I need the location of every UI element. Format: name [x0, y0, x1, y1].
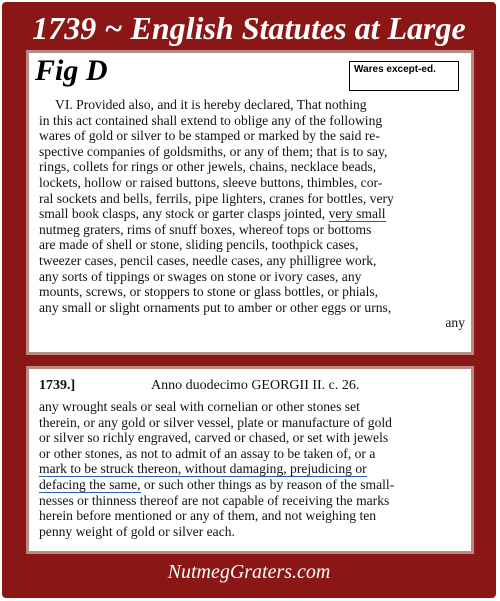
statute-excerpt-panel — [26, 50, 474, 355]
text-line: small book clasps, any stock or garter clasps jointed, very small — [39, 206, 386, 222]
text-line: any small or slight ornaments put to amber or other eggs or urns, — [39, 299, 392, 315]
statute-text — [39, 97, 465, 331]
highlight-very-small: very small — [328, 206, 386, 222]
text-line: VI. Provided also, and it is hereby declared, That nothing — [55, 97, 367, 112]
page-frame — [2, 2, 496, 598]
text-line: spective companies of goldsmiths, or any of them; that is to say, — [39, 143, 388, 159]
text-line — [39, 446, 465, 462]
text-line: ral sockets and bells, ferrils, pipe lighters, cranes for bottles, very — [39, 190, 394, 206]
text-line: nesses or thinness thereof are not capable of receiving the marks — [39, 492, 390, 508]
running-head — [39, 377, 465, 395]
text-line: mounts, screws, or stoppers to stone or glass bottles, or phials, — [39, 284, 379, 300]
statute-text-continued — [39, 399, 465, 539]
text-fragment: or a — [351, 445, 376, 461]
text-line: any wrought seals or seal with cornelian or other stones set — [39, 399, 360, 414]
text-line: nutmeg graters, rims of snuff boxes, whereof tops or bottoms — [39, 221, 372, 237]
text-line: in this act contained shall extend to oblige any of the following — [39, 112, 383, 128]
statute-continuation-panel — [26, 366, 474, 554]
catchword: any — [445, 315, 465, 331]
text-line: rings, collets for rings or other jewels, chains, necklace beads, — [39, 159, 377, 175]
figure-label: Fig D — [35, 54, 108, 87]
highlight-mark: mark to be struck thereon, without damaging, prejudicing or — [39, 461, 367, 477]
text-line: therein, or any gold or silver vessel, plate or manufacture of gold — [39, 414, 392, 430]
text-line: wares of gold or silver to be stamped or marked by the said re- — [39, 128, 380, 144]
text-line: are made of shell or stone, sliding pencils, toothpick cases, — [39, 237, 359, 253]
text-line: any sorts of tippings or swages on stone or ivory cases, any — [39, 268, 362, 284]
text-fragment: or other stones, — [39, 445, 123, 461]
text-line: tweezer cases, pencil cases, needle cases, any philligree work, — [39, 252, 377, 268]
text-line: herein before mentioned or any of them, and not weighing ten — [39, 508, 377, 524]
year-label: 1739.] — [39, 378, 76, 393]
highlight-assay: as not to admit of an assay to be taken of, — [125, 445, 352, 461]
text-line: or silver so richly engraved, carved or chased, or set with jewels — [39, 430, 389, 446]
site-credit: NutmegGraters.com — [167, 561, 331, 583]
text-line: lockets, hollow or raised buttons, sleeve buttons, thimbles, cor- — [39, 174, 383, 190]
page-title: 1739 ~ English Statutes at Large — [32, 10, 466, 46]
margin-note: Wares except-ed. — [349, 61, 459, 91]
highlight-nutmeg-graters: nutmeg graters — [39, 221, 121, 237]
text-line — [39, 477, 465, 493]
text-line — [39, 461, 465, 477]
text-line: penny weight of gold or silver each. — [39, 523, 235, 539]
running-head-title: Anno duodecimo GEORGII II. c. 26. — [151, 378, 360, 393]
text-fragment: or such other things as by reason of the small- — [140, 476, 395, 492]
highlight-defacing: defacing the same, — [39, 476, 141, 492]
